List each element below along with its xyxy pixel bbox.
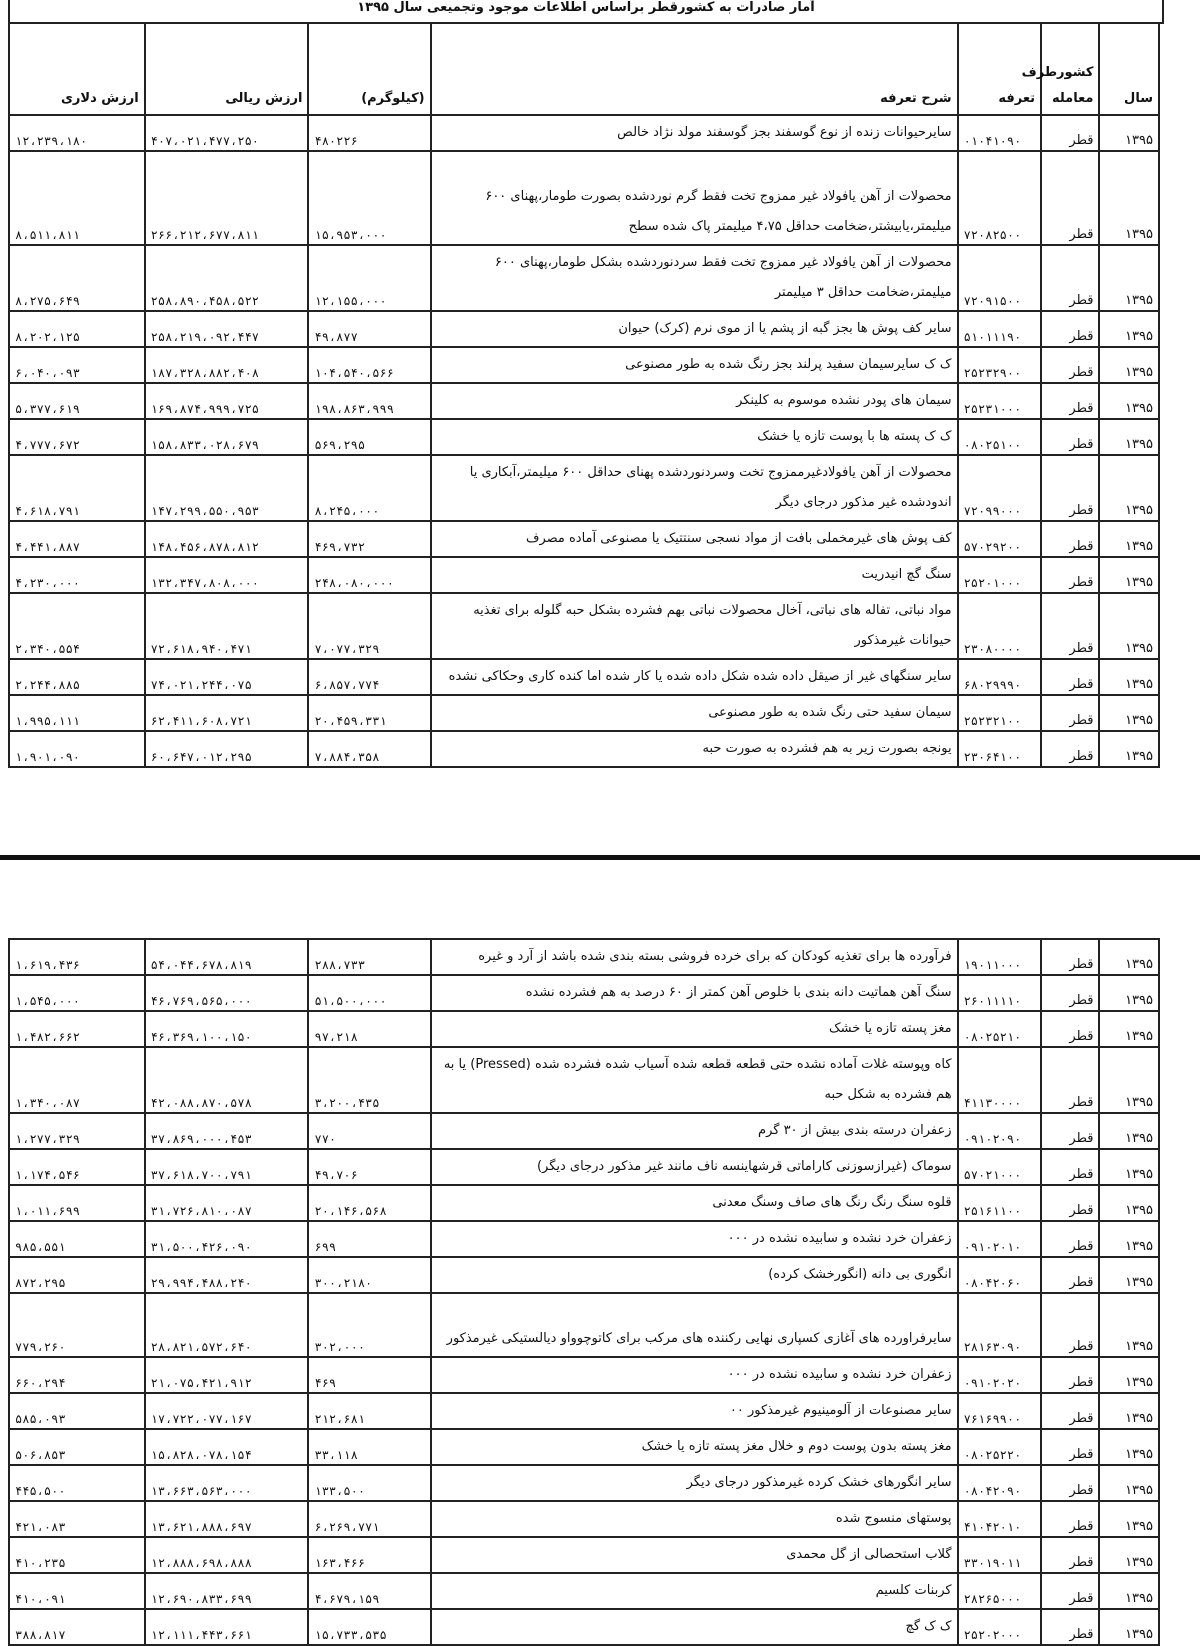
table-row [9, 1011, 1159, 1047]
cell-country: قطر [1041, 347, 1099, 383]
cell-dollar-value: ۸،۲۷۵،۶۴۹ [9, 245, 145, 311]
table-row [9, 1357, 1159, 1393]
cell-year: ۱۳۹۵ [1099, 1573, 1159, 1609]
cell-tariff-code: ۳۳۰۱۹۰۱۱ [958, 1537, 1041, 1573]
header-year: سال [1099, 23, 1159, 115]
cell-year: ۱۳۹۵ [1099, 593, 1159, 659]
cell-country: قطر [1041, 1149, 1099, 1185]
cell-year: ۱۳۹۵ [1099, 245, 1159, 311]
cell-country: قطر [1041, 1573, 1099, 1609]
header-tariff: تعرفه [958, 23, 1041, 115]
cell-description: ک ک سایرسیمان سفید پرلند بجز رنگ شده به طور مصنوعی [431, 347, 958, 383]
cell-weight-value: ۲۱۲،۶۸۱ [308, 1393, 430, 1429]
cell-rial-value: ۴۲،۰۸۸،۸۷۰،۵۷۸ [145, 1047, 309, 1113]
cell-weight-value: ۵۶۹،۲۹۵ [308, 419, 430, 455]
cell-description: محصولات از آهن یافولادغیرممزوج تخت وسردنوردشده پهنای حداقل ۶۰۰ میلیمتر،آبکاری یا اندودشده غیر مذکور درجای دیگر [431, 455, 958, 521]
cell-rial-value: ۴۰۷،۰۲۱،۴۷۷،۲۵۰ [145, 115, 309, 151]
table-row [9, 1257, 1159, 1293]
header-weight: (کیلوگرم) [308, 23, 430, 115]
cell-weight-value: ۱۶۳،۴۶۶ [308, 1537, 430, 1573]
cell-rial-value: ۱۳،۶۶۳،۵۶۳،۰۰۰ [145, 1465, 309, 1501]
cell-dollar-value: ۱۲،۲۳۹،۱۸۰ [9, 115, 145, 151]
cell-description: سایر مصنوعات از آلومینیوم غیرمذکور ۰۰ [431, 1393, 958, 1429]
cell-tariff-code: ۱۹۰۱۱۰۰۰ [958, 939, 1041, 975]
table-row [9, 557, 1159, 593]
cell-tariff-code: ۰۹۱۰۲۰۹۰ [958, 1113, 1041, 1149]
cell-country: قطر [1041, 521, 1099, 557]
cell-tariff-code: ۲۸۱۶۳۰۹۰ [958, 1293, 1041, 1357]
cell-country: قطر [1041, 1011, 1099, 1047]
cell-dollar-value: ۵۸۵،۰۹۳ [9, 1393, 145, 1429]
export-table-2 [8, 938, 1160, 1646]
table-row [9, 1293, 1159, 1357]
cell-tariff-code: ۷۶۱۶۹۹۰۰ [958, 1393, 1041, 1429]
cell-tariff-code: ۲۵۱۶۱۱۰۰ [958, 1185, 1041, 1221]
cell-dollar-value: ۱،۱۷۴،۵۴۶ [9, 1149, 145, 1185]
cell-weight-value: ۱۵،۷۳۳،۵۳۵ [308, 1609, 430, 1645]
cell-rial-value: ۴۶،۳۶۹،۱۰۰،۱۵۰ [145, 1011, 309, 1047]
cell-rial-value: ۴۶،۷۶۹،۵۶۵،۰۰۰ [145, 975, 309, 1011]
cell-country: قطر [1041, 731, 1099, 767]
cell-country: قطر [1041, 151, 1099, 245]
cell-description: سایرفراورده های آغازی کسپاری نهایی رکننده های مرکب برای کاتوچوواو دیالستیکی غیرمذکور [431, 1293, 958, 1357]
cell-year: ۱۳۹۵ [1099, 1047, 1159, 1113]
cell-country: قطر [1041, 419, 1099, 455]
cell-country: قطر [1041, 455, 1099, 521]
cell-year: ۱۳۹۵ [1099, 311, 1159, 347]
cell-rial-value: ۶۰،۶۴۷،۰۱۲،۲۹۵ [145, 731, 309, 767]
cell-year: ۱۳۹۵ [1099, 1393, 1159, 1429]
cell-weight-value: ۳۳،۱۱۸ [308, 1429, 430, 1465]
cell-weight-value: ۳،۲۰۰،۴۳۵ [308, 1047, 430, 1113]
cell-rial-value: ۱۴۸،۴۵۶،۸۷۸،۸۱۲ [145, 521, 309, 557]
table-row [9, 1221, 1159, 1257]
table-row [9, 1537, 1159, 1573]
cell-year: ۱۳۹۵ [1099, 1011, 1159, 1047]
table-header-row [9, 23, 1159, 115]
cell-description: انگوری بی دانه (انگورخشک کرده) [431, 1257, 958, 1293]
header-dollar: ارزش دلاری [9, 23, 145, 115]
cell-dollar-value: ۱،۲۷۷،۳۲۹ [9, 1113, 145, 1149]
cell-description: کربنات کلسیم [431, 1573, 958, 1609]
cell-country: قطر [1041, 1293, 1099, 1357]
cell-weight-value: ۴۹،۷۰۶ [308, 1149, 430, 1185]
cell-description: یونجه بصورت زیر به هم فشرده به صورت حبه [431, 731, 958, 767]
cell-weight-value: ۱۰۴،۵۴۰،۵۶۶ [308, 347, 430, 383]
cell-year: ۱۳۹۵ [1099, 731, 1159, 767]
cell-description: فرآورده ها برای تغذیه کودکان که برای خرده فروشی بسته بندی شده باشد از آرد و غیره [431, 939, 958, 975]
cell-year: ۱۳۹۵ [1099, 1357, 1159, 1393]
table-row [9, 1501, 1159, 1537]
cell-year: ۱۳۹۵ [1099, 1537, 1159, 1573]
cell-year: ۱۳۹۵ [1099, 1185, 1159, 1221]
cell-rial-value: ۱۲،۸۸۸،۶۹۸،۸۸۸ [145, 1537, 309, 1573]
cell-dollar-value: ۲،۲۴۴،۸۸۵ [9, 659, 145, 695]
cell-weight-value: ۹۷،۲۱۸ [308, 1011, 430, 1047]
cell-rial-value: ۱۷،۷۲۲،۰۷۷،۱۶۷ [145, 1393, 309, 1429]
table-row [9, 1465, 1159, 1501]
cell-tariff-code: ۲۳۰۸۰۰۰۰ [958, 593, 1041, 659]
cell-description: قلوه سنگ رنگ رنگ های صاف وسنگ معدنی [431, 1185, 958, 1221]
cell-year: ۱۳۹۵ [1099, 383, 1159, 419]
cell-tariff-code: ۰۱۰۴۱۰۹۰ [958, 115, 1041, 151]
cell-rial-value: ۱۶۹،۸۷۴،۹۹۹،۷۲۵ [145, 383, 309, 419]
cell-weight-value: ۷،۸۸۴،۳۵۸ [308, 731, 430, 767]
cell-rial-value: ۲۹،۹۹۴،۴۸۸،۲۴۰ [145, 1257, 309, 1293]
table-row [9, 419, 1159, 455]
cell-description: سوماک (غیرازسوزنی کاراماتی قرشهاینسه ناف مانند غیر مذکور درجای دیگر) [431, 1149, 958, 1185]
cell-country: قطر [1041, 975, 1099, 1011]
table-row [9, 1047, 1159, 1113]
cell-tariff-code: ۲۶۰۱۱۱۱۰ [958, 975, 1041, 1011]
cell-year: ۱۳۹۵ [1099, 1113, 1159, 1149]
report-title: آمار صادرات به کشورقطر براساس اطلاعات موجود وتجمیعی سال ۱۳۹۵ [8, 0, 1164, 24]
cell-description: زعفران خرد نشده و سابیده نشده در ۰۰۰ [431, 1221, 958, 1257]
cell-dollar-value: ۵۰۶،۸۵۳ [9, 1429, 145, 1465]
cell-description: سایر کف پوش ها بجز گبه از پشم یا از موی نرم (کرک) حیوان [431, 311, 958, 347]
table-row [9, 1185, 1159, 1221]
cell-year: ۱۳۹۵ [1099, 557, 1159, 593]
cell-dollar-value: ۳۸۸،۸۱۷ [9, 1609, 145, 1645]
cell-tariff-code: ۷۲۰۸۲۵۰۰ [958, 151, 1041, 245]
cell-weight-value: ۱۳۳،۵۰۰ [308, 1465, 430, 1501]
cell-tariff-code: ۰۸۰۲۵۱۰۰ [958, 419, 1041, 455]
cell-country: قطر [1041, 1465, 1099, 1501]
cell-tariff-code: ۰۸۰۲۵۲۲۰ [958, 1429, 1041, 1465]
table-row [9, 115, 1159, 151]
cell-weight-value: ۸،۲۴۵،۰۰۰ [308, 455, 430, 521]
cell-year: ۱۳۹۵ [1099, 1609, 1159, 1645]
cell-year: ۱۳۹۵ [1099, 419, 1159, 455]
cell-tariff-code: ۲۳۰۶۴۱۰۰ [958, 731, 1041, 767]
cell-weight-value: ۱۵،۹۵۳،۰۰۰ [308, 151, 430, 245]
cell-dollar-value: ۱،۰۱۱،۶۹۹ [9, 1185, 145, 1221]
cell-description: محصولات از آهن یافولاد غیر ممزوج تخت فقط گرم نوردشده بصورت طومار،پهنای ۶۰۰ میلیمتر،یابیشتر،ضخامت حداقل ۴،۷۵ میلیمتر پاک شده سطح [431, 151, 958, 245]
cell-description: پوستهای منسوج شده [431, 1501, 958, 1537]
cell-dollar-value: ۵،۳۷۷،۶۱۹ [9, 383, 145, 419]
cell-weight-value: ۴۶۹،۷۳۲ [308, 521, 430, 557]
table-row [9, 245, 1159, 311]
export-table-1 [8, 22, 1160, 768]
cell-rial-value: ۵۴،۰۴۴،۶۷۸،۸۱۹ [145, 939, 309, 975]
cell-rial-value: ۲۶۶،۲۱۲،۶۷۷،۸۱۱ [145, 151, 309, 245]
table-row [9, 939, 1159, 975]
cell-year: ۱۳۹۵ [1099, 695, 1159, 731]
cell-tariff-code: ۰۹۱۰۲۰۲۰ [958, 1357, 1041, 1393]
cell-weight-value: ۷۷۰ [308, 1113, 430, 1149]
table-row [9, 1393, 1159, 1429]
cell-tariff-code: ۲۵۲۳۱۰۰۰ [958, 383, 1041, 419]
cell-dollar-value: ۱،۵۴۵،۰۰۰ [9, 975, 145, 1011]
cell-dollar-value: ۱،۹۰۱،۰۹۰ [9, 731, 145, 767]
cell-dollar-value: ۸،۵۱۱،۸۱۱ [9, 151, 145, 245]
cell-rial-value: ۱۸۷،۳۲۸،۸۸۲،۴۰۸ [145, 347, 309, 383]
cell-description: سایر انگورهای خشک کرده غیرمذکور درجای دیگر [431, 1465, 958, 1501]
cell-rial-value: ۱۳۲،۳۴۷،۸۰۸،۰۰۰ [145, 557, 309, 593]
cell-rial-value: ۳۷،۶۱۸،۷۰۰،۷۹۱ [145, 1149, 309, 1185]
cell-description: کف پوش های غیرمخملی بافت از مواد نسجی سنتتیک یا مصنوعی آماده مصرف [431, 521, 958, 557]
table-body-2 [9, 939, 1159, 1645]
cell-dollar-value: ۴،۴۴۱،۸۸۷ [9, 521, 145, 557]
cell-tariff-code: ۲۵۲۰۱۰۰۰ [958, 557, 1041, 593]
cell-dollar-value: ۲،۳۴۰،۵۵۴ [9, 593, 145, 659]
cell-description: کاه وپوسته غلات آماده نشده حتی قطعه قطعه شده آسیاب شده فشرده شده (Pressed) یا به هم فشرده به شکل حبه [431, 1047, 958, 1113]
cell-rial-value: ۳۱،۷۲۶،۸۱۰،۰۸۷ [145, 1185, 309, 1221]
cell-year: ۱۳۹۵ [1099, 1429, 1159, 1465]
cell-tariff-code: ۰۸۰۴۲۰۹۰ [958, 1465, 1041, 1501]
cell-tariff-code: ۷۲۰۹۹۰۰۰ [958, 455, 1041, 521]
cell-dollar-value: ۸،۲۰۲،۱۲۵ [9, 311, 145, 347]
cell-description: سنگ آهن هماتیت دانه بندی با خلوص آهن کمتر از ۶۰ درصد به هم فشرده نشده [431, 975, 958, 1011]
cell-description: ک ک پسته ها با پوست تازه یا خشک [431, 419, 958, 455]
cell-weight-value: ۶،۲۶۹،۷۷۱ [308, 1501, 430, 1537]
cell-country: قطر [1041, 1257, 1099, 1293]
table-row [9, 975, 1159, 1011]
cell-country: قطر [1041, 115, 1099, 151]
cell-rial-value: ۲۵۸،۲۱۹،۰۹۲،۴۴۷ [145, 311, 309, 347]
cell-country: قطر [1041, 1357, 1099, 1393]
table-body-1 [9, 115, 1159, 767]
cell-description: ک ک گچ [431, 1609, 958, 1645]
cell-tariff-code: ۵۷۰۲۹۲۰۰ [958, 521, 1041, 557]
cell-country: قطر [1041, 1429, 1099, 1465]
header-country: کشورطرف معامله [1041, 23, 1099, 115]
table-row [9, 1609, 1159, 1645]
cell-rial-value: ۲۵۸،۸۹۰،۴۵۸،۵۲۲ [145, 245, 309, 311]
cell-country: قطر [1041, 1185, 1099, 1221]
cell-weight-value: ۲۸۸،۷۳۳ [308, 939, 430, 975]
cell-dollar-value: ۴۴۵،۵۰۰ [9, 1465, 145, 1501]
header-description: شرح تعرفه [431, 23, 958, 115]
cell-country: قطر [1041, 245, 1099, 311]
cell-description: مغز پسته تازه یا خشک [431, 1011, 958, 1047]
cell-rial-value: ۲۸،۸۲۱،۵۷۲،۶۴۰ [145, 1293, 309, 1357]
cell-tariff-code: ۲۵۲۳۲۹۰۰ [958, 347, 1041, 383]
cell-weight-value: ۳۰۰،۲۱۸۰ [308, 1257, 430, 1293]
table-row [9, 151, 1159, 245]
cell-country: قطر [1041, 1537, 1099, 1573]
cell-dollar-value: ۷۷۹،۲۶۰ [9, 1293, 145, 1357]
cell-country: قطر [1041, 1609, 1099, 1645]
cell-description: سنگ گچ انیدریت [431, 557, 958, 593]
table-row [9, 311, 1159, 347]
cell-dollar-value: ۴،۷۷۷،۶۷۲ [9, 419, 145, 455]
cell-description: محصولات از آهن یافولاد غیر ممزوج تخت فقط سردنوردشده بشکل طومار،پهنای ۶۰۰ میلیمتر،ضخامت حداقل ۳ میلیمتر [431, 245, 958, 311]
cell-weight-value: ۴۸۰۲۲۶ [308, 115, 430, 151]
cell-country: قطر [1041, 557, 1099, 593]
cell-tariff-code: ۶۸۰۲۹۹۹۰ [958, 659, 1041, 695]
cell-year: ۱۳۹۵ [1099, 115, 1159, 151]
cell-description: مغز پسته بدون پوست دوم و خلال مغز پسته تازه یا خشک [431, 1429, 958, 1465]
table-row [9, 1149, 1159, 1185]
cell-tariff-code: ۴۱۱۳۰۰۰۰ [958, 1047, 1041, 1113]
cell-dollar-value: ۱،۴۸۲،۶۶۲ [9, 1011, 145, 1047]
cell-weight-value: ۷،۰۷۷،۳۲۹ [308, 593, 430, 659]
table-row [9, 1573, 1159, 1609]
cell-rial-value: ۷۴،۰۲۱،۲۴۴،۰۷۵ [145, 659, 309, 695]
cell-dollar-value: ۴۱۰،۲۳۵ [9, 1537, 145, 1573]
cell-weight-value: ۱۹۸،۸۶۳،۹۹۹ [308, 383, 430, 419]
cell-rial-value: ۶۲،۴۱۱،۶۰۸،۷۲۱ [145, 695, 309, 731]
cell-tariff-code: ۲۵۲۳۲۱۰۰ [958, 695, 1041, 731]
cell-year: ۱۳۹۵ [1099, 347, 1159, 383]
cell-weight-value: ۵۱،۵۰۰،۰۰۰ [308, 975, 430, 1011]
cell-description: مواد نباتی، تفاله های نباتی، آخال محصولات نباتی بهم فشرده بشکل حبه گلوله برای تغذیه حیوانات غیرمذکور [431, 593, 958, 659]
table-row [9, 1113, 1159, 1149]
cell-year: ۱۳۹۵ [1099, 659, 1159, 695]
cell-rial-value: ۳۷،۸۶۹،۰۰۰،۴۵۳ [145, 1113, 309, 1149]
cell-country: قطر [1041, 593, 1099, 659]
cell-tariff-code: ۰۹۱۰۲۰۱۰ [958, 1221, 1041, 1257]
cell-description: سیمان های پودر نشده موسوم به کلینکر [431, 383, 958, 419]
cell-weight-value: ۴۹،۸۷۷ [308, 311, 430, 347]
cell-rial-value: ۱۴۷،۲۹۹،۵۵۰،۹۵۳ [145, 455, 309, 521]
cell-year: ۱۳۹۵ [1099, 455, 1159, 521]
cell-description: زعفران درسته بندی بیش از ۳۰ گرم [431, 1113, 958, 1149]
cell-dollar-value: ۱،۹۹۵،۱۱۱ [9, 695, 145, 731]
cell-dollar-value: ۶۶۰،۲۹۴ [9, 1357, 145, 1393]
table-section-2 [8, 938, 1160, 1646]
cell-tariff-code: ۷۲۰۹۱۵۰۰ [958, 245, 1041, 311]
cell-tariff-code: ۵۱۰۱۱۱۹۰ [958, 311, 1041, 347]
cell-rial-value: ۷۲،۶۱۸،۹۴۰،۴۷۱ [145, 593, 309, 659]
cell-dollar-value: ۴۱۰،۰۹۱ [9, 1573, 145, 1609]
cell-weight-value: ۲۰،۱۴۶،۵۶۸ [308, 1185, 430, 1221]
cell-rial-value: ۱۳،۶۲۱،۸۸۸،۶۹۷ [145, 1501, 309, 1537]
cell-year: ۱۳۹۵ [1099, 939, 1159, 975]
cell-description: زعفران خرد نشده و سابیده نشده در ۰۰۰ [431, 1357, 958, 1393]
table-row [9, 593, 1159, 659]
cell-weight-value: ۶۹۹ [308, 1221, 430, 1257]
cell-year: ۱۳۹۵ [1099, 1149, 1159, 1185]
table-row [9, 1429, 1159, 1465]
cell-rial-value: ۱۵،۸۲۸،۰۷۸،۱۵۴ [145, 1429, 309, 1465]
table-row [9, 383, 1159, 419]
table-row [9, 659, 1159, 695]
cell-year: ۱۳۹۵ [1099, 975, 1159, 1011]
cell-rial-value: ۱۵۸،۸۳۳،۰۲۸،۶۷۹ [145, 419, 309, 455]
cell-country: قطر [1041, 1501, 1099, 1537]
cell-weight-value: ۴۶۹ [308, 1357, 430, 1393]
cell-weight-value: ۲۰،۴۵۹،۳۳۱ [308, 695, 430, 731]
cell-dollar-value: ۱،۶۱۹،۴۳۶ [9, 939, 145, 975]
cell-tariff-code: ۵۷۰۲۱۰۰۰ [958, 1149, 1041, 1185]
cell-dollar-value: ۶،۰۴۰،۰۹۳ [9, 347, 145, 383]
cell-tariff-code: ۴۱۰۴۲۰۱۰ [958, 1501, 1041, 1537]
cell-tariff-code: ۰۸۰۲۵۲۱۰ [958, 1011, 1041, 1047]
cell-description: گلاب استحصالی از گل محمدی [431, 1537, 958, 1573]
cell-dollar-value: ۱،۳۴۰،۰۸۷ [9, 1047, 145, 1113]
cell-country: قطر [1041, 1221, 1099, 1257]
cell-rial-value: ۲۱،۰۷۵،۴۲۱،۹۱۲ [145, 1357, 309, 1393]
cell-rial-value: ۱۲،۶۹۰،۸۳۳،۶۹۹ [145, 1573, 309, 1609]
cell-year: ۱۳۹۵ [1099, 1501, 1159, 1537]
table-row [9, 347, 1159, 383]
cell-country: قطر [1041, 311, 1099, 347]
cell-rial-value: ۱۲،۱۱۱،۴۴۳،۶۶۱ [145, 1609, 309, 1645]
cell-country: قطر [1041, 659, 1099, 695]
cell-country: قطر [1041, 695, 1099, 731]
cell-country: قطر [1041, 1393, 1099, 1429]
cell-year: ۱۳۹۵ [1099, 1465, 1159, 1501]
cell-tariff-code: ۰۸۰۴۲۰۶۰ [958, 1257, 1041, 1293]
table-row [9, 455, 1159, 521]
cell-weight-value: ۱۲،۱۵۵،۰۰۰ [308, 245, 430, 311]
cell-country: قطر [1041, 1113, 1099, 1149]
cell-year: ۱۳۹۵ [1099, 1221, 1159, 1257]
page-divider [0, 855, 1200, 860]
cell-description: سایر سنگهای غیر از صیقل داده شده شکل داده شده یا کار شده اما کنده کاری وحکاکی نشده [431, 659, 958, 695]
table-section-1 [8, 22, 1160, 768]
cell-tariff-code: ۲۸۲۶۵۰۰۰ [958, 1573, 1041, 1609]
cell-tariff-code: ۲۵۲۰۲۰۰۰ [958, 1609, 1041, 1645]
cell-year: ۱۳۹۵ [1099, 1257, 1159, 1293]
cell-description: سیمان سفید حتی رنگ شده به طور مصنوعی [431, 695, 958, 731]
cell-description: سایرحیوانات زنده از نوع گوسفند بجز گوسفند مولد نژاد خالص [431, 115, 958, 151]
cell-rial-value: ۳۱،۵۰۰،۴۲۶،۰۹۰ [145, 1221, 309, 1257]
cell-year: ۱۳۹۵ [1099, 521, 1159, 557]
table-row [9, 731, 1159, 767]
cell-weight-value: ۴،۶۷۹،۱۵۹ [308, 1573, 430, 1609]
header-rial: ارزش ریالی [145, 23, 309, 115]
cell-weight-value: ۳۰۲،۰۰۰ [308, 1293, 430, 1357]
cell-country: قطر [1041, 939, 1099, 975]
cell-dollar-value: ۴۲۱،۰۸۳ [9, 1501, 145, 1537]
cell-year: ۱۳۹۵ [1099, 151, 1159, 245]
cell-dollar-value: ۸۷۲،۲۹۵ [9, 1257, 145, 1293]
cell-year: ۱۳۹۵ [1099, 1293, 1159, 1357]
cell-dollar-value: ۴،۶۱۸،۷۹۱ [9, 455, 145, 521]
table-row [9, 521, 1159, 557]
cell-dollar-value: ۹۸۵،۵۵۱ [9, 1221, 145, 1257]
cell-country: قطر [1041, 1047, 1099, 1113]
cell-weight-value: ۲۴۸،۰۸۰،۰۰۰ [308, 557, 430, 593]
cell-country: قطر [1041, 383, 1099, 419]
table-row [9, 695, 1159, 731]
cell-weight-value: ۶،۸۵۷،۷۷۴ [308, 659, 430, 695]
cell-dollar-value: ۴،۲۳۰،۰۰۰ [9, 557, 145, 593]
